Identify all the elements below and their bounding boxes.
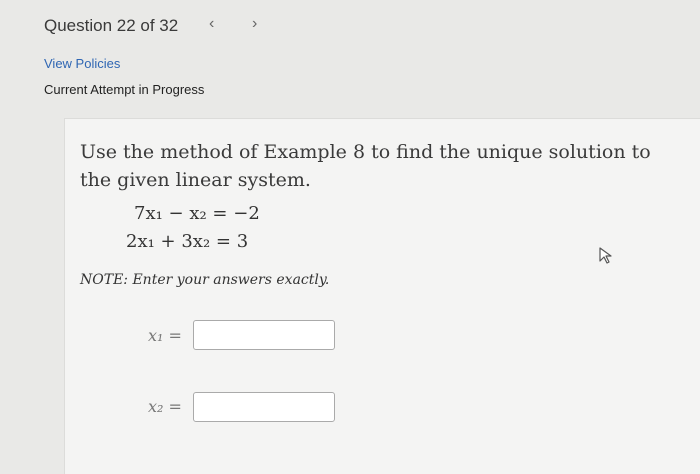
attempt-status: Current Attempt in Progress — [44, 82, 205, 97]
equation-1: 7x₁ − x₂ = −2 — [134, 203, 260, 224]
question-counter: Question 22 of 32 — [44, 16, 179, 35]
problem-instruction: Use the method of Example 8 to find the unique solution to the given linear system. — [80, 141, 651, 191]
x1-label: x₁ = — [148, 326, 182, 345]
equation-2: 2x₁ + 3x₂ = 3 — [126, 231, 249, 252]
note-text: NOTE: Enter your answers exactly. — [80, 272, 330, 288]
chevron-left-icon[interactable]: ‹ — [209, 15, 215, 32]
x2-answer-input[interactable] — [193, 392, 335, 422]
question-header — [0, 0, 700, 120]
x2-label: x₂ = — [148, 397, 182, 416]
pointer-cursor-icon — [598, 246, 614, 266]
view-policies-link[interactable]: View Policies — [44, 56, 121, 71]
x1-answer-input[interactable] — [193, 320, 335, 350]
chevron-right-icon[interactable]: › — [252, 15, 258, 32]
